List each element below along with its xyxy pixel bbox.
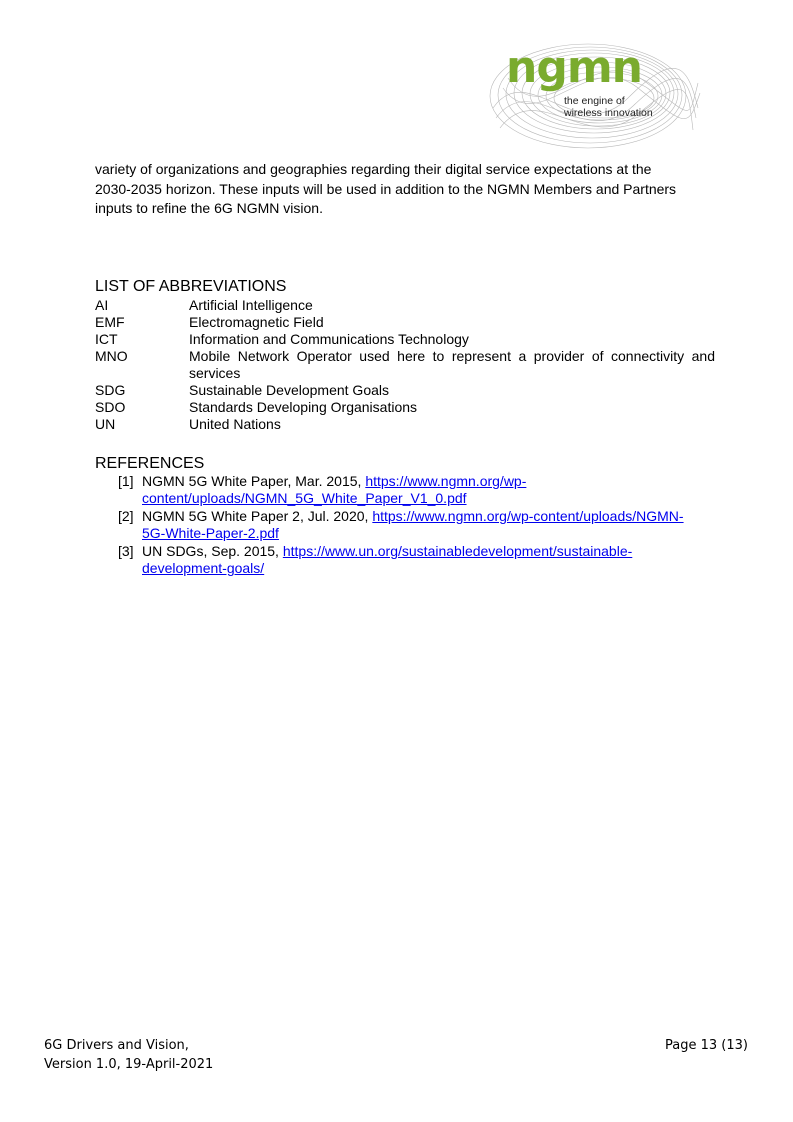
references-list — [95, 473, 715, 578]
reference-link-part[interactable]: content/uploads/NGMN_5G_White_Paper_V1_0.pdf — [142, 490, 467, 506]
abbreviation-term: UN — [95, 416, 116, 432]
reference-text: NGMN 5G White Paper 2, Jul. 2020, — [142, 508, 373, 524]
abbreviation-term: AI — [95, 297, 109, 313]
reference-text: NGMN 5G White Paper, Mar. 2015, — [142, 473, 366, 489]
abbreviation-term: ICT — [95, 331, 118, 347]
intro-line: inputs to refine the 6G NGMN vision. — [95, 200, 323, 216]
reference-link-part[interactable]: https://www.ngmn.org/wp- — [365, 473, 527, 489]
footer-document-info — [44, 1036, 213, 1074]
reference-item — [95, 473, 715, 507]
logo-tagline-line1: the engine of — [564, 95, 625, 107]
logo-tagline — [564, 95, 653, 119]
abbreviation-term: MNO — [95, 348, 128, 364]
reference-item — [95, 543, 715, 577]
abbreviation-row — [95, 382, 715, 399]
abbreviation-row — [95, 314, 715, 331]
abbreviation-definition: Standards Developing Organisations — [189, 399, 418, 415]
logo-wordmark: ngmn — [506, 42, 642, 93]
ngmn-logo — [488, 38, 702, 156]
reference-link-part[interactable]: https://www.ngmn.org/wp-content/uploads/NGMN- — [372, 508, 684, 524]
intro-paragraph — [95, 160, 720, 219]
abbreviation-term: SDG — [95, 382, 126, 398]
abbreviations-heading: LIST OF ABBREVIATIONS — [95, 278, 287, 295]
intro-line: 2030-2035 horizon. These inputs will be used in addition to the NGMN Members and Partners — [95, 180, 677, 197]
abbreviation-definition: United Nations — [189, 416, 281, 432]
reference-link-part[interactable]: https://www.un.org/sustainabledevelopment/sustainable- — [282, 543, 633, 559]
abbreviation-definition: Information and Communications Technology — [189, 331, 469, 347]
abbreviation-definition: Mobile Network Operator used here to represent a provider of connectivity and services — [189, 348, 715, 381]
logo-tagline-line2: wireless innovation — [564, 107, 653, 119]
abbreviation-definition: Artificial Intelligence — [189, 297, 313, 313]
abbreviation-row — [95, 297, 715, 314]
abbreviation-definition: Sustainable Development Goals — [189, 382, 390, 398]
footer-page-number: Page 13 (13) — [665, 1038, 748, 1053]
footer-doc-title: 6G Drivers and Vision, — [44, 1038, 189, 1053]
abbreviation-term: EMF — [95, 314, 125, 330]
abbreviation-definition: Electromagnetic Field — [189, 314, 324, 330]
references-heading: REFERENCES — [95, 455, 205, 472]
reference-text: UN SDGs, Sep. 2015, — [142, 543, 283, 559]
reference-number: [1] — [118, 473, 134, 489]
reference-link-part[interactable]: 5G-White-Paper-2.pdf — [142, 525, 279, 541]
abbreviation-row — [95, 399, 715, 416]
footer-version: Version 1.0, 19-April-2021 — [44, 1057, 214, 1072]
abbreviation-row — [95, 331, 715, 348]
abbreviation-row — [95, 348, 715, 382]
reference-item — [95, 508, 715, 542]
reference-number: [2] — [118, 508, 134, 524]
abbreviation-term: SDO — [95, 399, 126, 415]
abbreviation-row — [95, 416, 715, 433]
intro-line: variety of organizations and geographies regarding their digital service expectations at the — [95, 161, 652, 177]
reference-number: [3] — [118, 543, 134, 559]
reference-link-part[interactable]: development-goals/ — [142, 560, 265, 576]
abbreviations-table — [95, 297, 715, 433]
